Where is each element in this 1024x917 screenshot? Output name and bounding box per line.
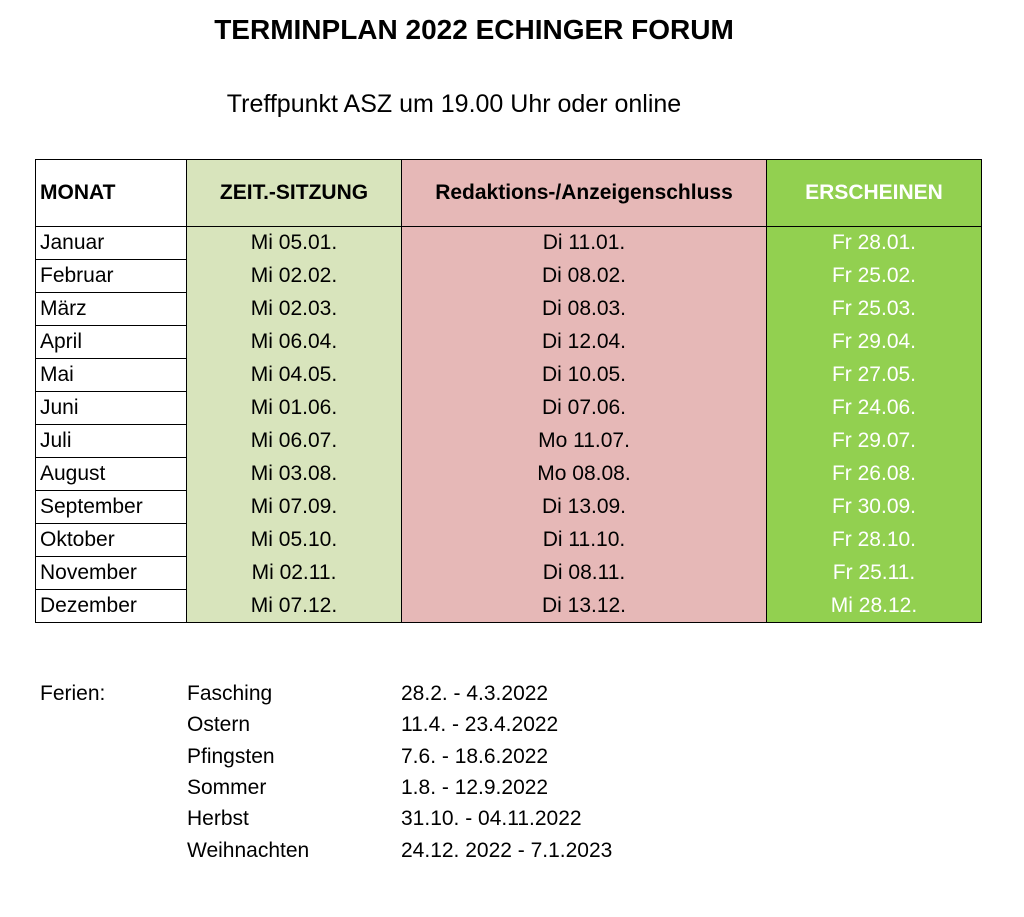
ferien-name: Ostern: [187, 713, 251, 737]
page-subtitle: Treffpunkt ASZ um 19.00 Uhr oder online: [226, 90, 682, 118]
ferien-name: Fasching: [187, 682, 273, 705]
cell-redaktion: Di 07.06.: [402, 392, 767, 425]
page-title: TERMINPLAN 2022 ECHINGER FORUM: [214, 14, 734, 45]
cell-redaktion: Di 11.10.: [402, 524, 767, 557]
ferien-name: Weihnachten: [187, 838, 310, 862]
ferien-dates: 11.4. - 23.4.2022: [401, 713, 559, 737]
table-row: [36, 590, 982, 623]
cell-month: Februar: [36, 260, 187, 293]
cell-month: Juli: [36, 425, 187, 458]
cell-erscheinen: Fr 25.03.: [767, 293, 982, 326]
table-row: [36, 524, 982, 557]
cell-sitzung: Mi 05.10.: [187, 524, 402, 557]
cell-sitzung: Mi 03.08.: [187, 458, 402, 491]
table-row: [36, 227, 982, 260]
schedule-table: [35, 159, 982, 623]
header-erscheinen: ERSCHEINEN: [767, 160, 982, 227]
cell-erscheinen: Fr 30.09.: [767, 491, 982, 524]
cell-erscheinen: Fr 26.08.: [767, 458, 982, 491]
cell-erscheinen: Fr 27.05.: [767, 359, 982, 392]
header-redaktion: Redaktions-/Anzeigenschluss: [402, 160, 767, 227]
ferien-name: Herbst: [187, 807, 249, 831]
cell-erscheinen: Fr 24.06.: [767, 392, 982, 425]
table-row: [36, 293, 982, 326]
ferien-name: Sommer: [187, 775, 267, 799]
cell-erscheinen: Fr 28.10.: [767, 524, 982, 557]
cell-sitzung: Mi 07.12.: [187, 590, 402, 623]
table-row: [36, 557, 982, 590]
header-sitzung: ZEIT.-SITZUNG: [187, 160, 402, 227]
ferien-name: Pfingsten: [187, 744, 275, 768]
cell-erscheinen: Mi 28.12.: [767, 590, 982, 623]
cell-month: April: [36, 326, 187, 359]
cell-sitzung: Mi 04.05.: [187, 359, 402, 392]
cell-redaktion: Mo 11.07.: [402, 425, 767, 458]
ferien-dates: 1.8. - 12.9.2022: [401, 775, 549, 799]
cell-sitzung: Mi 02.11.: [187, 557, 402, 590]
table-header-row: [36, 160, 982, 227]
cell-month: September: [36, 491, 187, 524]
cell-redaktion: Di 10.05.: [402, 359, 767, 392]
ferien-label: Ferien:: [40, 682, 106, 705]
cell-redaktion: Di 11.01.: [402, 227, 767, 260]
cell-month: Juni: [36, 392, 187, 425]
cell-month: Oktober: [36, 524, 187, 557]
ferien-dates: 24.12. 2022 - 7.1.2023: [401, 838, 613, 862]
cell-redaktion: Di 08.02.: [402, 260, 767, 293]
cell-sitzung: Mi 06.07.: [187, 425, 402, 458]
table-row: [36, 392, 982, 425]
cell-erscheinen: Fr 28.01.: [767, 227, 982, 260]
cell-erscheinen: Fr 29.07.: [767, 425, 982, 458]
cell-sitzung: Mi 01.06.: [187, 392, 402, 425]
table-row: [36, 458, 982, 491]
ferien-dates: 31.10. - 04.11.2022: [401, 807, 582, 831]
header-month: MONAT: [36, 160, 187, 227]
cell-erscheinen: Fr 29.04.: [767, 326, 982, 359]
cell-redaktion: Mo 08.08.: [402, 458, 767, 491]
cell-erscheinen: Fr 25.11.: [767, 557, 982, 590]
cell-erscheinen: Fr 25.02.: [767, 260, 982, 293]
table-row: [36, 425, 982, 458]
cell-redaktion: Di 08.11.: [402, 557, 767, 590]
table-row: [36, 359, 982, 392]
ferien-dates: 28.2. - 4.3.2022: [401, 682, 549, 705]
table-row: [36, 491, 982, 524]
cell-redaktion: Di 13.12.: [402, 590, 767, 623]
cell-month: November: [36, 557, 187, 590]
cell-sitzung: Mi 02.03.: [187, 293, 402, 326]
cell-sitzung: Mi 07.09.: [187, 491, 402, 524]
ferien-dates: 7.6. - 18.6.2022: [401, 744, 549, 768]
cell-month: Dezember: [36, 590, 187, 623]
cell-month: Januar: [36, 227, 187, 260]
cell-redaktion: Di 08.03.: [402, 293, 767, 326]
cell-redaktion: Di 12.04.: [402, 326, 767, 359]
table-row: [36, 326, 982, 359]
cell-sitzung: Mi 05.01.: [187, 227, 402, 260]
cell-month: Mai: [36, 359, 187, 392]
cell-month: März: [36, 293, 187, 326]
cell-sitzung: Mi 02.02.: [187, 260, 402, 293]
table-row: [36, 260, 982, 293]
cell-redaktion: Di 13.09.: [402, 491, 767, 524]
cell-sitzung: Mi 06.04.: [187, 326, 402, 359]
cell-month: August: [36, 458, 187, 491]
